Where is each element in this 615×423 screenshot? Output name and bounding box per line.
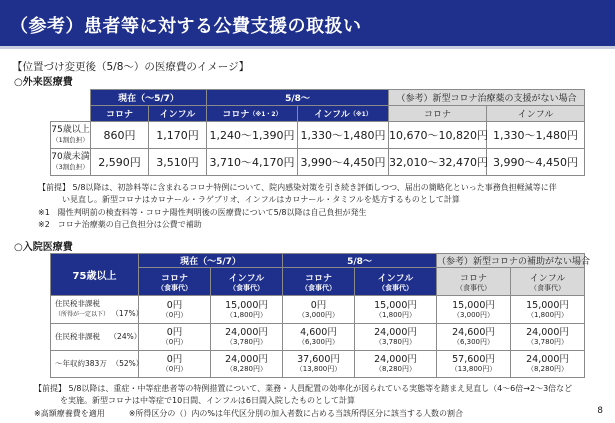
col-header-flu: インフル [149, 106, 207, 122]
col-header-corona: コロナ （食事代） [283, 268, 355, 296]
cell-value: 10,670～10,820円 [389, 122, 487, 149]
cell-value: 4,600円 （6,300円） [283, 324, 355, 351]
group-header-current: 現在（～5/7） [139, 254, 283, 268]
inpatient-note-3: ※高額療養費を適用 ※所得区分の（）内の%は年代区分別の加入者数に占める当該所得区分に該当する人数の割合 [34, 409, 464, 418]
cell-value: 24,000円 （8,280円） [211, 351, 283, 378]
col-header-ref-flu: インフル （食事代） [511, 268, 585, 296]
cell-value: 1,240～1,390円 [207, 122, 298, 149]
page-number: 8 [597, 406, 603, 416]
outpatient-note-4: ※2 コロナ治療薬の自己負担分は公費で補助 [38, 220, 202, 229]
group-header-current: 現在（～5/7） [91, 90, 207, 106]
col-header-flu-note: インフル$^{(※1)}$ [298, 106, 389, 122]
cell-value: 3,990～4,450円 [298, 149, 389, 176]
cell-value: 32,010～32,470円 [389, 149, 487, 176]
inpatient-note-1: 【前提】 5/8以降は、重症・中等症患者等の特例措置について、業務・人員配置の効率化が図られている実態等を踏まえ見直し（4～6倍→2～3倍など [34, 384, 573, 393]
group-header-after: 5/8～ [207, 90, 389, 106]
cell-value: 2,590円 [91, 149, 149, 176]
col-header-corona: コロナ （食事代） [139, 268, 211, 296]
outpatient-note-3: ※1 陽性判明前の検査料等・コロナ陽性判明後の医療費について5/8以降は自己負担が発生 [38, 208, 367, 217]
outpatient-note-2: い見直し。新型コロナはカロナール・ラゲブリオ、インフルはカロナール・タミフルを処方するものとして計算 [62, 195, 460, 204]
cell-value: 3,990～4,450円 [487, 149, 585, 176]
table-row [51, 149, 585, 176]
group-header-reference: （参考）新型コロナの補助がない場合 [437, 254, 585, 268]
cell-value: 0円 （0円） [139, 324, 211, 351]
row-label: 75歳以上 （1割負担） [51, 122, 91, 149]
inpatient-table [50, 253, 591, 378]
cell-value: 3,510円 [149, 149, 207, 176]
outpatient-heading: ○外来医療費 [14, 77, 73, 88]
col-header-ref-corona: コロナ （食事代） [437, 268, 511, 296]
col-header-ref-flu: インフル [487, 106, 585, 122]
col-header-corona: コロナ [91, 106, 149, 122]
inpatient-heading: ○入院医療費 [14, 242, 73, 253]
cell-value: 1,170円 [149, 122, 207, 149]
subtitle: 【位置づけ変更後（5/8～）の医療費のイメージ】 [12, 61, 250, 73]
cell-value: 57,600円 （13,800円） [437, 351, 511, 378]
title-divider [0, 46, 615, 49]
cell-value: 15,000円 （1,800円） [511, 296, 585, 324]
corner-label: 75歳以上 [51, 254, 139, 296]
table-row [51, 296, 585, 324]
group-header-after: 5/8～ [283, 254, 437, 268]
cell-value: 24,000円 （3,780円） [355, 324, 437, 351]
col-header-ref-corona: コロナ [389, 106, 487, 122]
cell-value: 24,000円 （3,780円） [511, 324, 585, 351]
cell-value: 15,000円 （1,800円） [211, 296, 283, 324]
cell-value: 0円 （0円） [139, 296, 211, 324]
cell-value: 15,000円 （1,800円） [355, 296, 437, 324]
cell-value: 3,710～4,170円 [207, 149, 298, 176]
cell-value: 24,000円 （3,780円） [211, 324, 283, 351]
corner-blank [51, 106, 91, 122]
group-header-reference: （参考）新型コロナ治療薬の支援がない場合 [389, 90, 585, 106]
cell-value: 0円 （0円） [139, 351, 211, 378]
row-label: ～年収約383万 （52%） [51, 351, 139, 378]
outpatient-note-1: 【前提】 5/8以降は、初診料等に含まれるコロナ特例について、院内感染対策を引き続き評価しつつ、届出の簡略化といった事務負担軽減等に伴 [38, 183, 557, 192]
row-label: 70歳未満 （3割負担） [51, 149, 91, 176]
col-header-flu: インフル （食事代） [211, 268, 283, 296]
inpatient-note-2: を実施。新型コロナは中等症で10日間、インフルは6日間入院したものとして計算 [60, 396, 355, 405]
col-header-flu: インフル （食事代） [355, 268, 437, 296]
page-title: （参考）患者等に対する公費支援の取扱い [10, 16, 362, 37]
cell-value: 24,000円 （8,280円） [511, 351, 585, 378]
cell-value: 37,600円 （13,800円） [283, 351, 355, 378]
cell-value: 860円 [91, 122, 149, 149]
table-row [51, 324, 585, 351]
cell-value: 0円 （3,000円） [283, 296, 355, 324]
table-row [51, 122, 585, 149]
col-header-corona-note: コロナ$^{(※1・2)}$ [207, 106, 298, 122]
cell-value: 24,000円 （8,280円） [355, 351, 437, 378]
row-label: 住民税非課税 （所得が一定以下） （17%） [51, 296, 139, 324]
outpatient-table [50, 89, 585, 176]
cell-value: 1,330～1,480円 [298, 122, 389, 149]
cell-value: 15,000円 （3,000円） [437, 296, 511, 324]
cell-value: 24,600円 （6,300円） [437, 324, 511, 351]
row-label: 住民税非課税 （24%） [51, 324, 139, 351]
cell-value: 1,330～1,480円 [487, 122, 585, 149]
corner-blank [51, 90, 91, 106]
table-row [51, 351, 585, 378]
title-bar [0, 0, 615, 46]
